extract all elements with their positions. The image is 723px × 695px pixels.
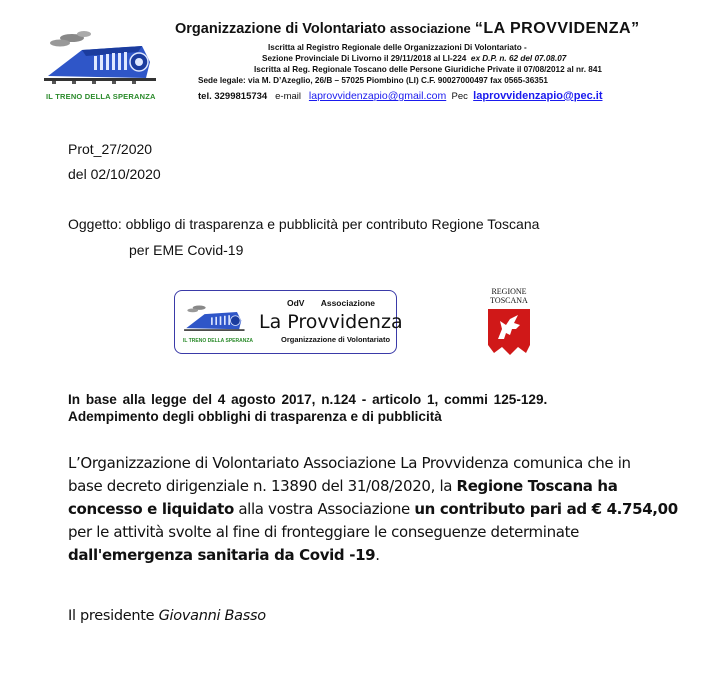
decree-text: ex D.P. n. 62 del 07.08.07 — [470, 54, 567, 63]
box-association-name: La Provvidenza — [259, 311, 403, 333]
header-section-line — [262, 54, 566, 63]
contribution-amount: un contributo pari ad € 4.754,00 — [414, 500, 678, 518]
region-emphasis: Regione Toscana ha — [456, 477, 618, 495]
law-obligation: Adempimento degli obblighi di trasparenza e di pubblicità — [68, 409, 442, 424]
law-reference: In base alla legge del 4 agosto 2017, n.124 - articolo 1, commi 125-129. — [68, 392, 548, 407]
box-odv: OdV — [287, 298, 305, 308]
logo-caption: IL TRENO DELLA SPERANZA — [46, 92, 156, 101]
region-text — [478, 287, 540, 305]
president-name: Giovanni Basso — [158, 608, 266, 624]
header-logo — [42, 28, 168, 102]
region-line2: TOSCANA — [490, 296, 528, 305]
pegasus-flag-icon — [478, 305, 540, 357]
box-subtitle: Organizzazione di Volontariato — [281, 335, 391, 344]
box-assoc: Associazione — [320, 298, 376, 308]
title-mid: associazione — [389, 21, 471, 36]
president-label: Il presidente — [68, 608, 159, 624]
header-address-line: Sede legale: via M. D’Azeglio, 26/B – 57025 Piombino (LI) C.F. 90027000497 fax 0565-36351 — [198, 76, 548, 85]
pec-link[interactable]: laprovvidenzapio@pec.it — [473, 90, 603, 102]
box-odv-line — [287, 298, 375, 308]
header-registry-line: Iscritta al Registro Regionale delle Organizzazioni Di Volontariato - — [268, 43, 527, 52]
body-line-4: per le attività svolte al fine di fronteggiare le conseguenze determinate — [68, 523, 580, 541]
header-contacts-line — [198, 90, 602, 102]
to-association: alla vostra Associazione — [233, 500, 415, 518]
signature-line — [68, 608, 266, 624]
phone-text: tel. 3299815734 — [198, 91, 268, 102]
header-legal-register-line: Iscritta al Reg. Regionale Toscano delle Persone Giuridiche Private il 07/08/2012 al nr. 841 — [254, 65, 602, 74]
box-logo-caption: IL TRENO DELLA SPERANZA — [183, 338, 254, 344]
granted-emphasis: concesso e liquidato — [68, 500, 234, 518]
title-name: “LA PROVVIDENZA” — [474, 20, 640, 37]
period: . — [375, 546, 380, 564]
box-train-logo — [183, 301, 251, 341]
protocol-number: Prot_27/2020 — [68, 141, 153, 157]
train-logo-icon — [42, 28, 168, 90]
decree-reference: base decreto dirigenziale n. 13890 del 31/08/2020, la — [68, 477, 457, 495]
region-line1: REGIONE — [491, 287, 527, 296]
email-label: e-mail — [275, 91, 301, 102]
org-title — [175, 20, 640, 38]
body-line-3 — [68, 500, 678, 518]
body-line-1: L’Organizzazione di Volontariato Associazione La Provvidenza comunica che in — [68, 454, 631, 472]
body-line-5 — [68, 546, 380, 564]
emergency-emphasis: dall'emergenza sanitaria da Covid -19 — [68, 546, 376, 564]
regione-toscana-logo — [478, 287, 540, 359]
email-link[interactable]: laprovvidenzapio@gmail.com — [308, 90, 447, 102]
protocol-date: del 02/10/2020 — [68, 166, 161, 182]
section-text: Sezione Provinciale Di Livorno il 29/11/2018 al LI-224 — [262, 54, 467, 63]
train-logo-small-icon — [183, 301, 251, 337]
body-line-2 — [68, 477, 618, 495]
title-prefix: Organizzazione di Volontariato — [175, 21, 386, 37]
association-logo-box — [174, 290, 403, 354]
subject-line: Oggetto: obbligo di trasparenza e pubblicità per contributo Regione Toscana — [68, 216, 540, 232]
subject-line-2: per EME Covid-19 — [129, 242, 244, 258]
pec-label: Pec — [451, 91, 468, 102]
